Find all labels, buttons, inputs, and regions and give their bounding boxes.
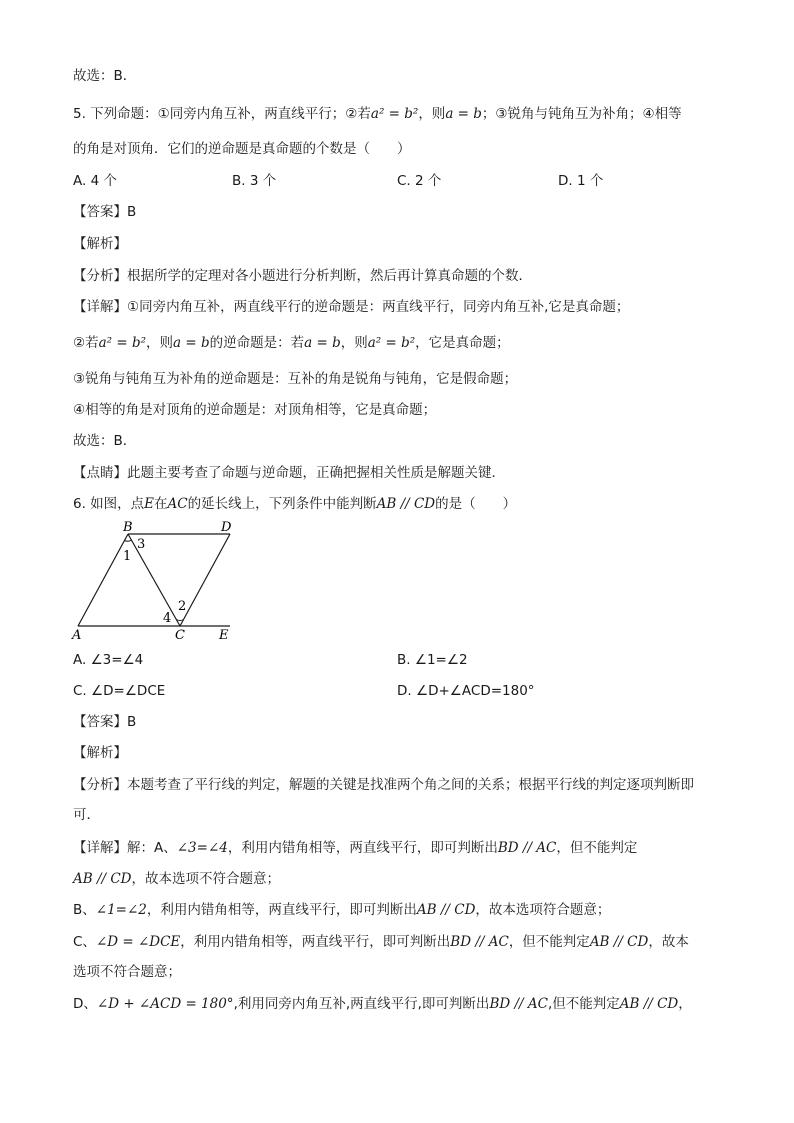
segment-ab [78, 534, 128, 626]
q6-xiangjie-c-1: C、∠D = ∠DCE，利用内错角相等，两直线平行，即可判断出BD // AC，但不能判定AB // CD，故本 [73, 934, 689, 950]
label-d: D [221, 520, 232, 535]
q6-xiangjie-a-2: AB // CD，故本选项不符合题意； [73, 871, 281, 887]
q6-analysis-heading: 【解析】 [73, 745, 127, 761]
q5-xiangjie-4: ④相等的角是对顶角的逆命题是：对顶角相等，它是真命题； [73, 402, 437, 418]
label-angle-3: 3 [137, 537, 146, 552]
q6-fenxi-2: 可． [73, 807, 100, 823]
segment-bc [128, 534, 180, 626]
q5-option-a: A. 4 个 [73, 173, 117, 189]
q6-answer: 【答案】B [73, 714, 137, 730]
q5-option-b: B. 3 个 [232, 173, 277, 189]
question-6-stem: 6. 如图，点E在AC的延长线上，下列条件中能判断AB // CD的是（ ） [73, 496, 517, 512]
q5-guxuan: 故选：B． [73, 433, 137, 449]
q6-fenxi-1: 【分析】本题考查了平行线的判定，解题的关键是找准两个角之间的关系；根据平行线的判定逐项判断即 [73, 777, 694, 793]
q5-answer: 【答案】B [73, 204, 137, 220]
label-b: B [123, 520, 133, 535]
q6-option-b: B. ∠1=∠2 [397, 652, 468, 668]
q6-option-a: A. ∠3=∠4 [73, 652, 144, 668]
label-a: A [72, 628, 82, 643]
question-5-stem: 5. 下列命题：①同旁内角互补，两直线平行；②若a² = b²，则a = b；③锐角与钝角互为补角；④相等 [73, 106, 682, 122]
q6-option-c: C. ∠D=∠DCE [73, 683, 166, 699]
q6-xiangjie-d: D、∠D + ∠ACD = 180°,利用同旁内角互补,两直线平行,即可判断出BD // AC,但不能判定AB // CD， [73, 996, 692, 1012]
label-angle-1: 1 [123, 549, 132, 564]
angle-arc-1 [125, 540, 132, 541]
angle-arc-2 [177, 620, 184, 621]
q5-option-c: C. 2 个 [397, 173, 442, 189]
q5-xiangjie-2: ②若a² = b²，则a = b的逆命题是：若a = b，则a² = b²，它是真命题； [73, 335, 510, 351]
q6-xiangjie-c-2: 选项不符合题意； [73, 964, 181, 980]
segment-cd [180, 534, 230, 626]
geometry-figure [68, 518, 248, 644]
q5-analysis-heading: 【解析】 [73, 236, 127, 252]
q6-xiangjie-a-1: 【详解】解：A、∠3=∠4，利用内错角相等，两直线平行，即可判断出BD // AC，但不能判定 [73, 840, 638, 856]
q5-dianjing: 【点睛】此题主要考查了命题与逆命题，正确把握相关性质是解题关键． [73, 465, 505, 481]
q5-fenxi: 【分析】根据所学的定理对各小题进行分析判断，然后再计算真命题的个数． [73, 268, 532, 284]
q6-option-d: D. ∠D+∠ACD=180° [397, 683, 535, 699]
text-line: 故选：B． [73, 68, 137, 84]
label-e: E [219, 628, 229, 643]
label-angle-2: 2 [178, 599, 187, 614]
q5-xiangjie-3: ③锐角与钝角互为补角的逆命题是：互补的角是锐角与钝角，它是假命题； [73, 371, 518, 387]
label-c: C [175, 628, 185, 643]
q5-option-d: D. 1 个 [558, 173, 604, 189]
q6-xiangjie-b: B、∠1=∠2，利用内错角相等，两直线平行，即可判断出AB // CD，故本选项符合题意； [73, 902, 611, 918]
q5-xiangjie-1: 【详解】①同旁内角互补，两直线平行的逆命题是：两直线平行，同旁内角互补,它是真命题； [73, 299, 630, 315]
question-5-stem-2: 的角是对顶角．它们的逆命题是真命题的个数是（ ） [73, 141, 411, 157]
label-angle-4: 4 [163, 611, 172, 626]
